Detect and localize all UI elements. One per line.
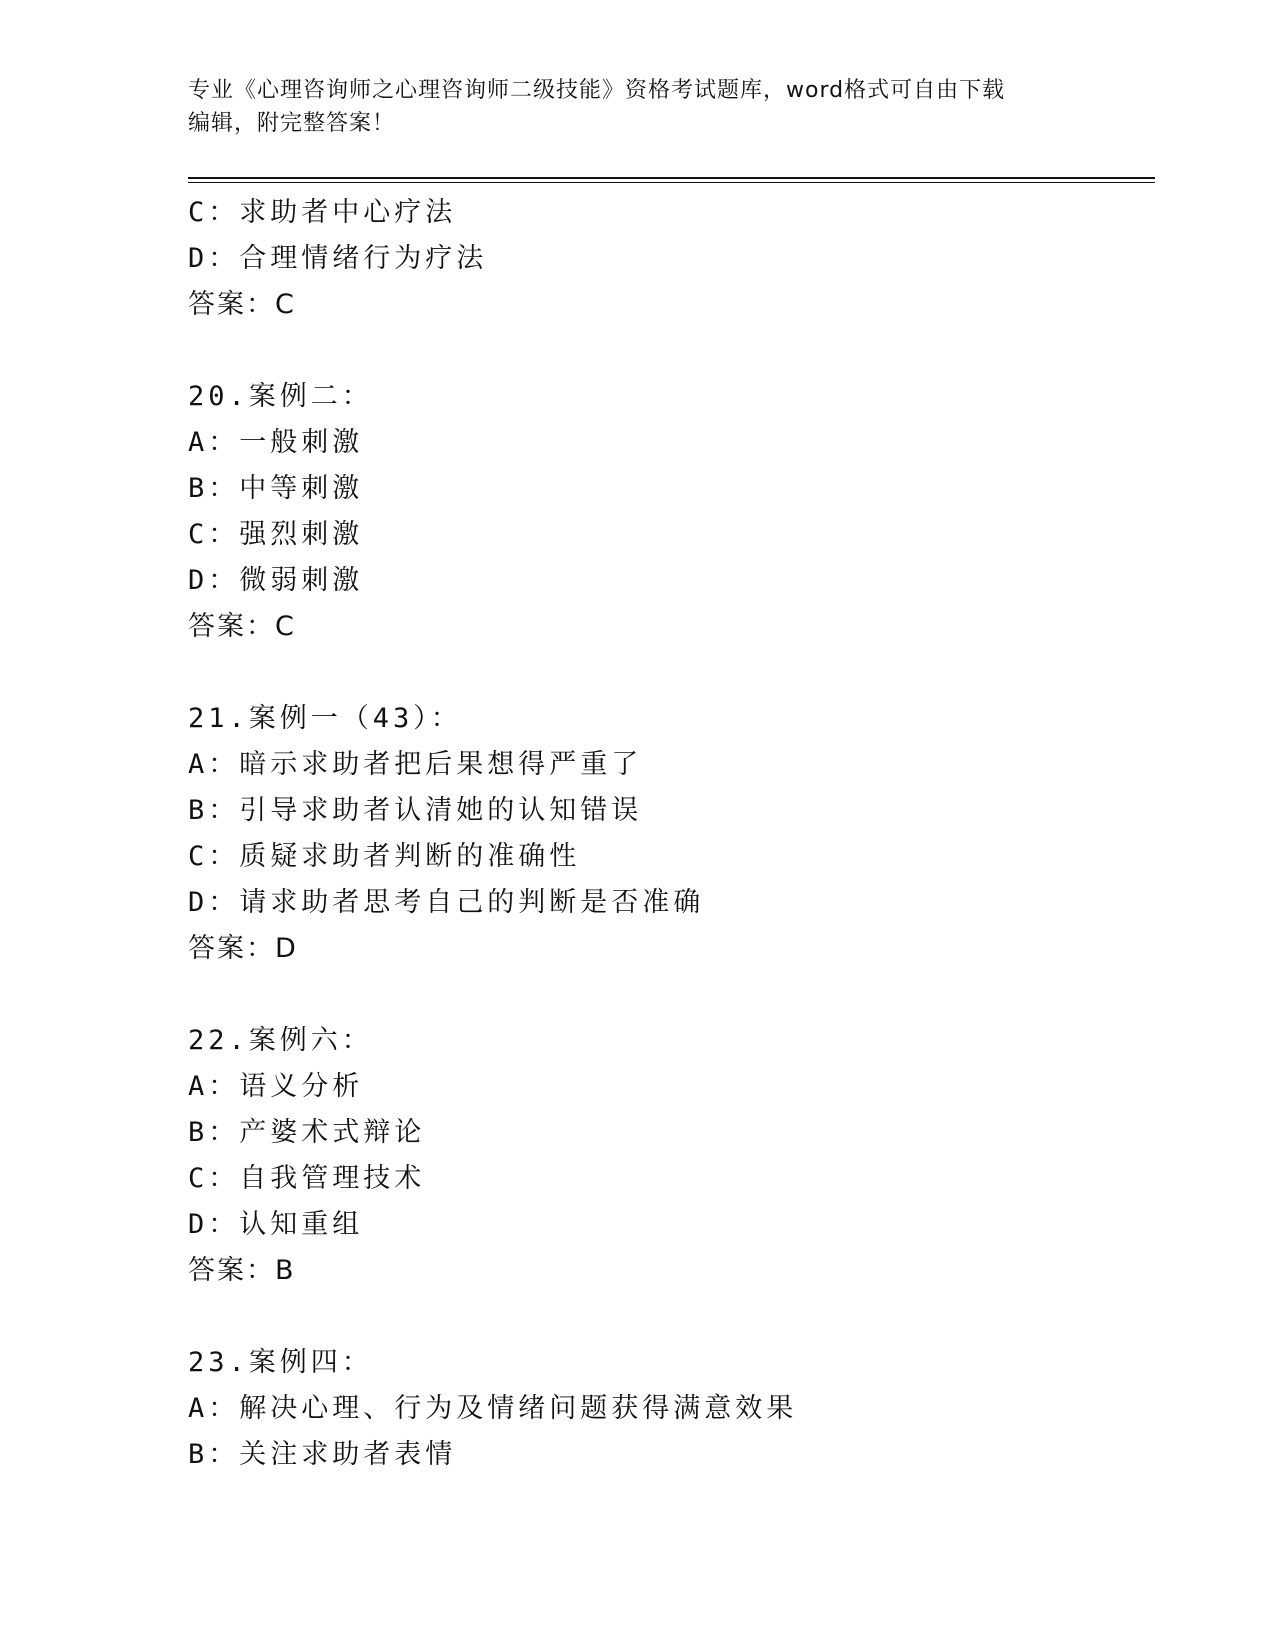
answer: 答案：C (188, 289, 296, 320)
question-title: 20.案例二： (188, 381, 373, 412)
option-c: C：自我管理技术 (188, 1163, 426, 1194)
spacer (188, 972, 1148, 1018)
option-b: B：中等刺激 (188, 473, 364, 504)
option-a: A：暗示求助者把后果想得严重了 (188, 749, 643, 780)
option-a: A：语义分析 (188, 1071, 364, 1102)
header-divider-thick (188, 177, 1155, 179)
question-title: 23.案例四： (188, 1347, 373, 1378)
spacer (188, 1294, 1148, 1340)
option-c: C：求助者中心疗法 (188, 197, 457, 228)
header-line-1: 专业《心理咨询师之心理咨询师二级技能》资格考试题库，word格式可自由下载 (188, 78, 1006, 103)
answer: 答案：C (188, 611, 296, 642)
option-b: B：关注求助者表情 (188, 1439, 457, 1470)
option-c: C：质疑求助者判断的准确性 (188, 841, 581, 872)
option-d: D：认知重组 (188, 1209, 364, 1240)
spacer (188, 650, 1148, 696)
option-d: D：合理情绪行为疗法 (188, 243, 488, 274)
answer: 答案：B (188, 1255, 296, 1286)
spacer (188, 328, 1148, 374)
header-divider-thin (188, 182, 1155, 183)
question-list (188, 190, 1148, 1478)
answer: 答案：D (188, 933, 298, 964)
question-title: 22.案例六： (188, 1025, 373, 1056)
option-d: D：微弱刺激 (188, 565, 364, 596)
option-c: C：强烈刺激 (188, 519, 364, 550)
option-b: B：产婆术式辩论 (188, 1117, 426, 1148)
question-title: 21.案例一（43）： (188, 703, 462, 734)
document-header (188, 74, 1068, 140)
header-line-2: 编辑，附完整答案！ (188, 111, 396, 136)
option-a: A：一般刺激 (188, 427, 364, 458)
option-b: B：引导求助者认清她的认知错误 (188, 795, 643, 826)
option-a: A：解决心理、行为及情绪问题获得满意效果 (188, 1393, 798, 1424)
option-d: D：请求助者思考自己的判断是否准确 (188, 887, 705, 918)
